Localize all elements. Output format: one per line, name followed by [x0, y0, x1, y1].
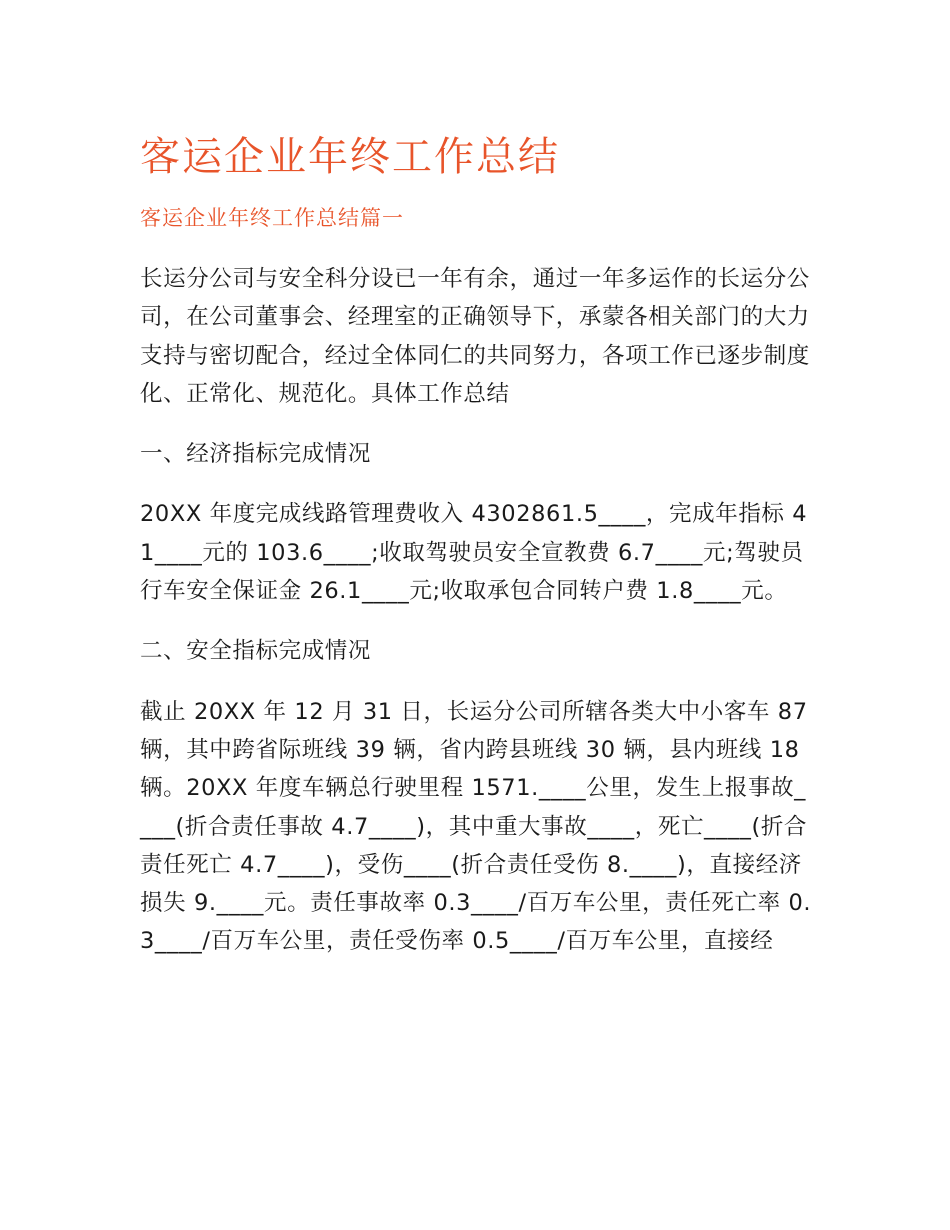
document-body	[140, 128, 812, 961]
economic-heading: 一、经济指标完成情况	[140, 441, 372, 468]
document-title: 客运企业年终工作总结	[140, 134, 560, 180]
section-subtitle: 客运企业年终工作总结篇一	[140, 206, 404, 230]
economic-paragraph: 20XX 年度完成线路管理费收入 4302861.5____，完成年指标 41____元的 103.6____;收取驾驶员安全宣教费 6.7____元;驾驶员行车安全保证金 26.1____元;收取承包合同转户费 1.8____元。	[140, 501, 808, 605]
intro-paragraph: 长运分公司与安全科分设已一年有余，通过一年多运作的长运分公司，在公司董事会、经理室的正确领导下，承蒙各相关部门的大力支持与密切配合，经过全体同仁的共同努力，各项工作已逐步制度化、正常化、规范化。具体工作总结	[140, 266, 810, 407]
safety-heading: 二、安全指标完成情况	[140, 638, 372, 665]
safety-paragraph: 截止 20XX 年 12 月 31 日，长运分公司所辖各类大中小客车 87 辆，其中跨省际班线 39 辆，省内跨县班线 30 辆，县内班线 18 辆。20XX 年度车辆总行驶里程 1571.____公里，发生上报事故____(折合责任事故 4.7____)，其中重大事故____，死亡____(折合责任死亡 4.7____)，受伤____(折合责任受伤 8.____)，直接经济损失 9.____元。责任事故率 0.3____/百万车公里，责任死亡率 0.3____/百万车公里，责任受伤率 0.5____/百万车公里，直接经	[140, 698, 812, 955]
